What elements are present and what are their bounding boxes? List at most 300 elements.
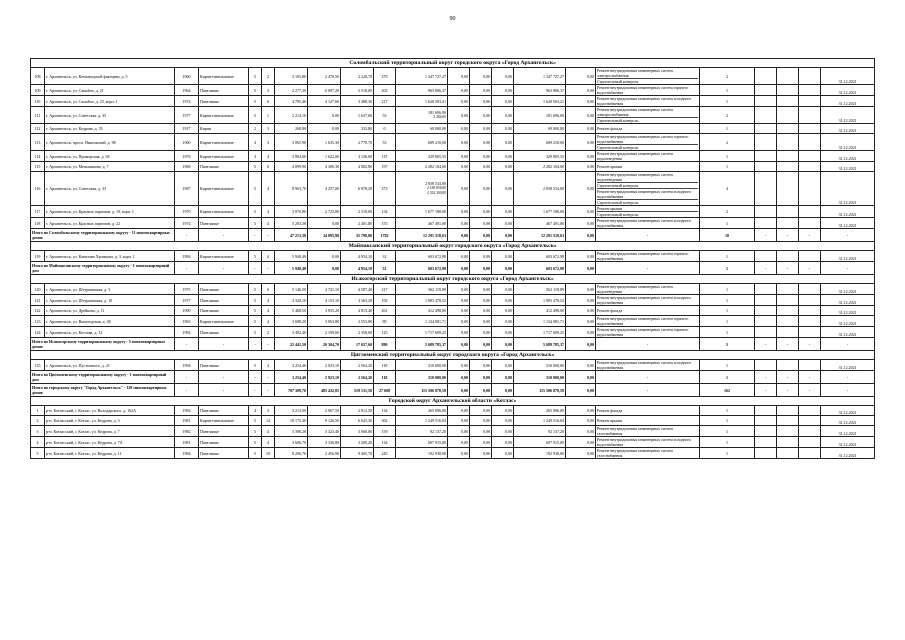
cell-a2: 3 336,80: [308, 437, 341, 448]
cell-v1: 0,00: [448, 416, 470, 426]
table-row: [31, 448, 875, 459]
cell-en: 1: [262, 107, 275, 124]
dash-cell: -: [199, 262, 249, 275]
cell-empty: [777, 360, 799, 371]
cell-date: 31.12.2021: [821, 218, 875, 229]
cell-a2: 0,00: [308, 262, 341, 275]
total-label: Итого по городскому округу "Город Архангельск" - 128 многоквартирных домов: [31, 384, 175, 397]
cell-no: 112: [31, 124, 45, 134]
cell-a2: 4 306,30: [308, 162, 341, 172]
cell-addr: г. Архангельск, ул. Самойло, д. 21: [45, 85, 175, 96]
cell-a3: 2 519,00: [341, 206, 374, 218]
dash-cell: -: [821, 229, 875, 242]
cell-v4: 1 347 727,27: [514, 68, 566, 85]
cell-v3: 0,00: [492, 251, 514, 262]
table-row: [31, 295, 875, 306]
capital-repair-table: [30, 58, 875, 459]
section-header-row: [31, 242, 875, 251]
cell-a3: 3 488,30: [341, 96, 374, 107]
cell-mat: Кирпи-панельчатые: [199, 151, 249, 162]
cell-works: [596, 172, 700, 206]
cell-total: 181 696,00 3 284,00: [396, 107, 448, 124]
cell-v1: 0,00: [448, 295, 470, 306]
cell-total: 603 672,98: [396, 251, 448, 262]
cell-empty: [799, 306, 821, 316]
cell-a2: 4 127,60: [308, 96, 341, 107]
cell-v3: 0,00: [492, 206, 514, 218]
dash-cell: -: [821, 338, 875, 351]
dash-cell: -: [262, 338, 275, 351]
cell-empty: [755, 284, 777, 295]
cell-works: [596, 360, 700, 371]
dash-cell: -: [249, 338, 262, 351]
cell-en: 4: [262, 316, 275, 327]
cell-v2: 0,00: [470, 172, 492, 206]
cell-no: 2: [31, 416, 45, 426]
cell-total: 1 134 081,71: [396, 316, 448, 327]
cell-addr: г. Архангельск, ул. Красных партизан, д. 22: [45, 218, 175, 229]
cell-res: 27 608: [374, 384, 396, 397]
cell-v2: 0,00: [470, 124, 492, 134]
cell-empty: [799, 406, 821, 416]
cell-total: 1 620 503,21: [396, 96, 448, 107]
cell-v2: 0,00: [470, 218, 492, 229]
cell-en: 4: [262, 437, 275, 448]
cell-a1: 3 398,20: [275, 426, 308, 437]
cell-mat: Панельные: [199, 327, 249, 338]
cell-count: 1: [700, 218, 755, 229]
cell-en: 6: [262, 96, 275, 107]
work-type: Ремонт внутридомовых инженерных систем электроснабжения: [597, 68, 698, 79]
cell-total: 12 291 318,63: [396, 229, 448, 242]
cell-no: 3: [31, 426, 45, 437]
table-row: [31, 124, 875, 134]
cell-v1: 0,00: [448, 316, 470, 327]
cell-a3: 6 878,20: [341, 172, 374, 206]
cell-fl: 5: [249, 284, 262, 295]
cell-v3: 0,00: [492, 295, 514, 306]
work-type: Строительный контроль: [597, 212, 639, 217]
work-type: Ремонт крыши: [597, 206, 698, 212]
cell-v1: 0,00: [448, 437, 470, 448]
work-type: Ремонт внутридомовых инженерных систем водоотведения: [597, 172, 698, 183]
cell-year: 1977: [175, 107, 199, 124]
dash-cell: -: [799, 371, 821, 384]
cell-addr: г. Архангельск, ул. Самойло, д. 23, корп. 1: [45, 96, 175, 107]
cell-a1: 3 492,40: [275, 327, 308, 338]
cell-count: 4: [700, 172, 755, 206]
cell-empty: [755, 406, 777, 416]
cell-v1: 0,00: [448, 251, 470, 262]
cell-res: 880: [374, 338, 396, 351]
cell-a2: 0,00: [308, 107, 341, 124]
cell-v1: 0,00: [448, 262, 470, 275]
cell-empty: [799, 124, 821, 134]
cell-works: [596, 68, 700, 85]
cell-v3: 0,00: [492, 360, 514, 371]
cell-a2: 485 432,05: [308, 384, 341, 397]
cell-no: 109: [31, 85, 45, 96]
section-title: Исакогорский территориальный округ городского округа «Город Архангельск»: [31, 275, 875, 284]
cell-a2: 20 304,70: [308, 338, 341, 351]
cell-en: 2: [262, 68, 275, 85]
cell-no: 123: [31, 316, 45, 327]
cell-v4: 115 506 870,59: [514, 384, 566, 397]
cell-empty: [777, 448, 799, 459]
cell-fl: 5: [249, 316, 262, 327]
cell-v2: 0,00: [470, 360, 492, 371]
cell-count: 1: [700, 162, 755, 172]
cell-a3: 17 657,60: [341, 338, 374, 351]
cell-a2: 4 257,00: [308, 172, 341, 206]
cell-empty: [799, 251, 821, 262]
cell-date: 31.12.2021: [821, 172, 875, 206]
cell-a3: 1 637,60: [341, 107, 374, 124]
cell-v4: 412 498,00: [514, 306, 566, 316]
cell-count: 1: [700, 251, 755, 262]
cell-fl: 5: [249, 172, 262, 206]
cell-a2: 2 923,10: [308, 371, 341, 384]
dash-cell: -: [821, 371, 875, 384]
table-row: [31, 406, 875, 416]
cell-addr: г. Архангельск, ул. Советская, д. 35: [45, 107, 175, 124]
cell-fl: 5: [249, 437, 262, 448]
cell-empty: [777, 251, 799, 262]
cell-v4: 562 119,89: [514, 284, 566, 295]
cell-sp: 0,00: [566, 68, 596, 85]
cell-date: 31.12.2021: [821, 448, 875, 459]
cell-sp: 0,00: [566, 218, 596, 229]
cell-v1: 0,00: [448, 107, 470, 124]
cell-empty: [755, 96, 777, 107]
cell-works: [596, 251, 700, 262]
cell-v4: 1 249 516,04: [514, 416, 566, 426]
cell-a1: 5 468,50: [275, 306, 308, 316]
dash-cell: -: [777, 338, 799, 351]
cell-fl: 5: [249, 162, 262, 172]
cell-total: 689 210,00: [396, 134, 448, 151]
cell-sp: 0,00: [566, 172, 596, 206]
cell-v3: 0,00: [492, 96, 514, 107]
cell-v2: 0,00: [470, 68, 492, 85]
work-type: Строительный контроль: [597, 118, 639, 123]
cell-v2: 0,00: [470, 295, 492, 306]
cell-v1: 0,00: [448, 96, 470, 107]
cell-a2: 34 095,90: [308, 229, 341, 242]
cell-fl: 5: [249, 218, 262, 229]
cell-works: [596, 327, 700, 338]
cell-v1: 0,00: [448, 162, 470, 172]
cell-empty: [777, 426, 799, 437]
cell-total: 265 096,00: [396, 406, 448, 416]
dash-cell: -: [755, 229, 777, 242]
sub-amount: 2 169 856,80: [427, 186, 446, 190]
cell-total: 92 137,20: [396, 426, 448, 437]
cell-v2: 0,00: [470, 406, 492, 416]
cell-empty: [799, 426, 821, 437]
cell-works: [596, 406, 700, 416]
cell-works: [596, 426, 700, 437]
cell-sp: 0,00: [566, 284, 596, 295]
cell-works: [596, 85, 700, 96]
cell-mat: Панельные: [199, 426, 249, 437]
total-label: Итого по Маймаксанскому территориальному округу - 1 многоквартирный дом: [31, 262, 175, 275]
cell-a2: 2 456,90: [308, 448, 341, 459]
cell-count: 1: [700, 284, 755, 295]
cell-fl: 5: [249, 327, 262, 338]
cell-mat: Панельные: [199, 360, 249, 371]
cell-en: 3: [262, 124, 275, 134]
cell-sp: 0,00: [566, 96, 596, 107]
cell-v1: 0,00: [448, 284, 470, 295]
cell-a1: 47 213,30: [275, 229, 308, 242]
dash-cell: -: [596, 384, 700, 397]
cell-a3: 4 954,10: [341, 262, 374, 275]
cell-res: 134: [374, 206, 396, 218]
cell-count: 1: [700, 437, 755, 448]
cell-no: 114: [31, 151, 45, 162]
dash-cell: -: [821, 262, 875, 275]
cell-v2: 0,00: [470, 426, 492, 437]
cell-date: 31.12.2021: [821, 96, 875, 107]
cell-addr: г. Архангельск, ул. Приморская, д. 94: [45, 151, 175, 162]
dash-cell: -: [777, 384, 799, 397]
cell-v1: 0,00: [448, 327, 470, 338]
cell-a2: 6 097,20: [308, 85, 341, 96]
cell-year: 1977: [175, 295, 199, 306]
dash-cell: -: [799, 262, 821, 275]
cell-en: 4: [262, 295, 275, 306]
cell-a1: 5 940,40: [275, 262, 308, 275]
cell-v4: 467 491,00: [514, 218, 566, 229]
cell-mat: Панельные: [199, 162, 249, 172]
cell-fl: 5: [249, 107, 262, 124]
cell-empty: [755, 327, 777, 338]
cell-a2: 2 923,10: [308, 360, 341, 371]
cell-no: 120: [31, 284, 45, 295]
section-header-row: [31, 397, 875, 406]
cell-total: 467 491,00: [396, 218, 448, 229]
dash-cell: -: [175, 338, 199, 351]
cell-no: 5: [31, 448, 45, 459]
cell-res: 89: [374, 316, 396, 327]
total-label: Итого по Соломбальскому территориальному округу - 11 многоквартирных домов: [31, 229, 175, 242]
dash-cell: -: [262, 229, 275, 242]
cell-count: 1: [700, 151, 755, 162]
cell-a3: 6 643,30: [341, 416, 374, 426]
cell-v4: 603 672,98: [514, 251, 566, 262]
cell-res: 125: [374, 327, 396, 338]
cell-year: 1990: [175, 306, 199, 316]
cell-v3: 0,00: [492, 162, 514, 172]
cell-v2: 0,00: [470, 206, 492, 218]
cell-empty: [799, 68, 821, 85]
cell-works: [596, 295, 700, 306]
cell-addr: г. Архангельск, ул. Красных партизан, д. 19, корп. 1: [45, 206, 175, 218]
cell-v4: 12 291 318,63: [514, 229, 566, 242]
cell-a1: 4 795,40: [275, 96, 308, 107]
cell-sp: 0,00: [566, 262, 596, 275]
cell-year: 1981: [175, 437, 199, 448]
cell-fl: 5: [249, 68, 262, 85]
cell-empty: [777, 107, 799, 124]
cell-v2: 0,00: [470, 284, 492, 295]
cell-sp: 0,00: [566, 229, 596, 242]
cell-res: 279: [374, 68, 396, 85]
cell-v3: 0,00: [492, 437, 514, 448]
cell-total: 1 249 516,04: [396, 416, 448, 426]
cell-no: 1: [31, 406, 45, 416]
work-type: Ремонт крыши: [597, 418, 623, 423]
cell-res: 159: [374, 426, 396, 437]
cell-total: 2 838 534,80 2 169 856,80 2 332 300,00: [396, 172, 448, 206]
cell-v1: 0,00: [448, 218, 470, 229]
cell-empty: [777, 437, 799, 448]
table-row: [31, 85, 875, 96]
cell-a1: 22 441,50: [275, 338, 308, 351]
cell-v4: 92 137,20: [514, 426, 566, 437]
cell-v4: 310 000,00: [514, 360, 566, 371]
cell-empty: [777, 218, 799, 229]
work-type: Ремонт внутридомовых инженерных систем водоотведения: [597, 284, 673, 294]
dash-cell: -: [175, 262, 199, 275]
cell-v3: 0,00: [492, 416, 514, 426]
cell-v4: 607 915,00: [514, 437, 566, 448]
cell-works: [596, 96, 700, 107]
cell-no: 124: [31, 327, 45, 338]
cell-res: 155: [374, 218, 396, 229]
cell-empty: [799, 218, 821, 229]
cell-empty: [755, 218, 777, 229]
cell-v3: 0,00: [492, 68, 514, 85]
cell-date: 31.12.2021: [821, 437, 875, 448]
cell-total: 115 506 870,59: [396, 384, 448, 397]
cell-empty: [777, 96, 799, 107]
cell-date: 31.12.2021: [821, 327, 875, 338]
cell-en: 4: [262, 360, 275, 371]
cell-a2: 2 967,50: [308, 406, 341, 416]
cell-no: 117: [31, 206, 45, 218]
cell-year: 1992: [175, 327, 199, 338]
cell-v4: 310 000,00: [514, 371, 566, 384]
cell-sp: 0,00: [566, 416, 596, 426]
dash-cell: -: [821, 384, 875, 397]
cell-date: 31.12.2021: [821, 134, 875, 151]
cell-v2: 0,00: [470, 448, 492, 459]
cell-empty: [777, 206, 799, 218]
cell-empty: [799, 437, 821, 448]
cell-count: 1: [700, 124, 755, 134]
dash-cell: -: [249, 371, 262, 384]
cell-empty: [777, 151, 799, 162]
cell-sp: 0,00: [566, 437, 596, 448]
cell-year: 1963: [175, 316, 199, 327]
cell-addr: г. Архангельск, ул. Советская, д. 33: [45, 172, 175, 206]
cell-year: 1992: [175, 406, 199, 416]
work-type: Ремонт внутридомовых инженерных систем горячего водоснабжения: [597, 316, 689, 326]
cell-addr: г. Архангельск, ул. Штурманская, д. 3: [45, 284, 175, 295]
cell-empty: [755, 448, 777, 459]
cell-empty: [755, 206, 777, 218]
cell-v4: 1 883 478,52: [514, 295, 566, 306]
cell-empty: [799, 360, 821, 371]
cell-v2: 0,00: [470, 229, 492, 242]
total-row: [31, 371, 875, 384]
dash-cell: -: [175, 371, 199, 384]
cell-v1: 0,00: [448, 85, 470, 96]
cell-v2: 0,00: [470, 107, 492, 124]
cell-year: 1976: [175, 151, 199, 162]
section-title: Городской округ Архангельской области «Котлас»: [31, 397, 875, 406]
cell-v1: 0,00: [448, 229, 470, 242]
cell-empty: [755, 134, 777, 151]
cell-a1: 8 206,70: [275, 448, 308, 459]
cell-empty: [777, 172, 799, 206]
cell-v4: 2 838 534,80: [514, 172, 566, 206]
cell-a3: 2 401,80: [341, 218, 374, 229]
cell-v2: 0,00: [470, 371, 492, 384]
cell-a1: 268,80: [275, 124, 308, 134]
table-row: [31, 251, 875, 262]
dash-cell: -: [777, 262, 799, 275]
dash-cell: -: [799, 229, 821, 242]
sub-amount: 3 284,00: [433, 115, 446, 119]
cell-a3: 4 587,40: [341, 284, 374, 295]
cell-a3: 5 518,00: [341, 85, 374, 96]
cell-a1: 3 213,00: [275, 406, 308, 416]
cell-sp: 0,00: [566, 384, 596, 397]
dash-cell: -: [175, 384, 199, 397]
cell-v2: 0,00: [470, 437, 492, 448]
section-title: Маймаксанский территориальный округ городского округа «Город Архангельск»: [31, 242, 875, 251]
cell-a3: 2 564,20: [341, 360, 374, 371]
cell-empty: [777, 134, 799, 151]
cell-v2: 0,00: [470, 416, 492, 426]
cell-empty: [777, 68, 799, 85]
cell-empty: [799, 85, 821, 96]
cell-v3: 0,00: [492, 134, 514, 151]
cell-mat: Кирпи-панельчатые: [199, 107, 249, 124]
dash-cell: -: [262, 384, 275, 397]
cell-a3: 4 082,80: [341, 162, 374, 172]
cell-sp: 0,00: [566, 406, 596, 416]
cell-no: 108: [31, 68, 45, 85]
cell-empty: [799, 295, 821, 306]
cell-v4: 265 096,00: [514, 406, 566, 416]
dash-cell: -: [596, 338, 700, 351]
cell-date: 31.12.2021: [821, 306, 875, 316]
cell-a1: 2 214,10: [275, 107, 308, 124]
cell-v3: 0,00: [492, 426, 514, 437]
cell-res: 273: [374, 172, 396, 206]
work-type: Ремонт внутридомовых инженерных систем горячего водоснабжения: [597, 134, 698, 145]
work-type: Строительный контроль: [597, 200, 639, 205]
cell-no: 110: [31, 96, 45, 107]
cell-v1: 0,00: [448, 371, 470, 384]
cell-count: 1: [700, 262, 755, 275]
cell-empty: [755, 172, 777, 206]
dash-cell: -: [596, 229, 700, 242]
cell-year: 1960: [175, 134, 199, 151]
cell-empty: [799, 134, 821, 151]
cell-year: 1974: [175, 218, 199, 229]
cell-a1: 3 165,80: [275, 68, 308, 85]
cell-date: 31.12.2021: [821, 107, 875, 124]
table-row: [31, 360, 875, 371]
cell-empty: [799, 416, 821, 426]
cell-en: 10: [262, 448, 275, 459]
cell-works: [596, 124, 700, 134]
